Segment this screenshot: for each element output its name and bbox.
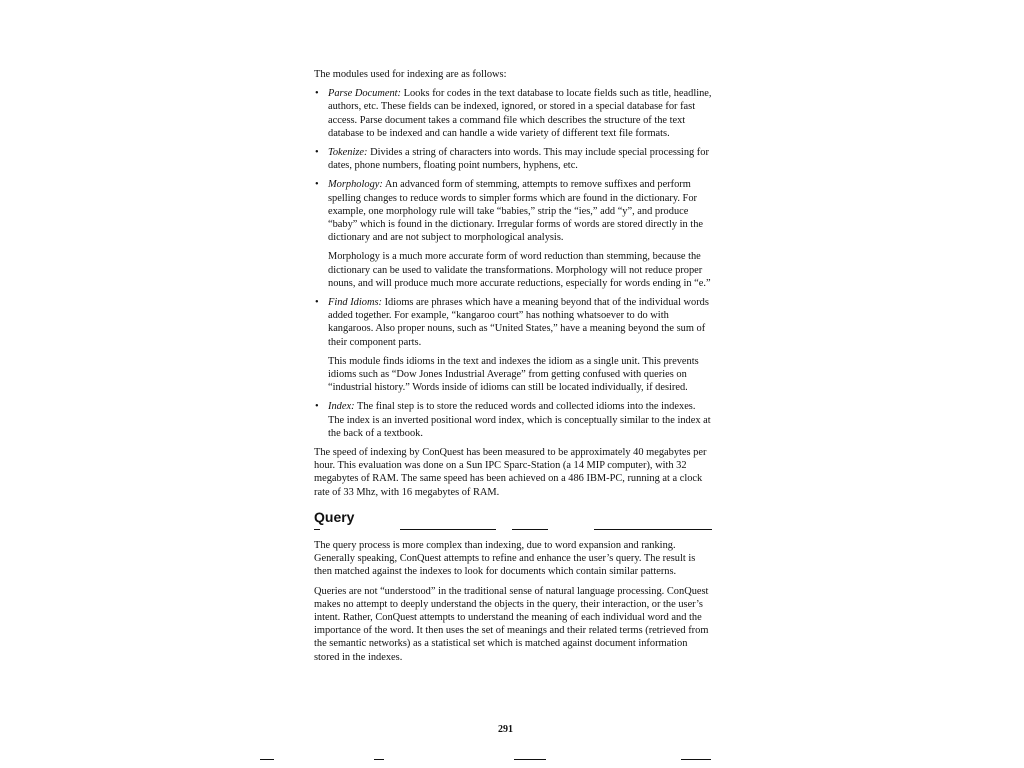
- module-text: The final step is to store the reduced words and collected idioms into the indexes. The index is an inverted positional word index, which is conceptually similar to the index at the back of a textbook.: [328, 401, 711, 439]
- module-text: Idioms are phrases which have a meaning beyond that of the individual words added together. For example, “kangaroo court” has nothing whatsoever to do with kangaroos. Also proper nouns, such as “United States,” have a meaning beyond the sum of their component parts.: [328, 297, 709, 348]
- module-term: Morphology:: [328, 179, 383, 191]
- bullet-icon: •: [315, 88, 319, 100]
- footer-rule: [374, 759, 384, 760]
- rule-segment: [594, 529, 712, 530]
- section-heading-query: Query: [314, 508, 355, 525]
- module-term: Index:: [328, 401, 355, 413]
- module-item-find-idioms: [314, 296, 712, 349]
- module-text: Divides a string of characters into words. This may include special processing for dates, phone numbers, floating point numbers, hyphens, etc.: [328, 147, 709, 172]
- module-text: Looks for codes in the text database to locate fields such as title, headline, authors, etc. These fields can be indexed, ignored, or stored in a special database for fast access. Parse document takes a command file which describes the structure of the text database to be indexed and can handle a wide variety of different text file formats.: [328, 88, 712, 139]
- page-number: 291: [498, 724, 513, 735]
- rule-segment: [400, 529, 496, 530]
- module-term: Find Idioms:: [328, 297, 382, 309]
- rule-segment: [314, 529, 320, 530]
- rule-segment: [512, 529, 548, 530]
- module-extra-text: Morphology is a much more accurate form of word reduction than stemming, because the dictionary can be used to validate the transformations. Morphology will not reduce proper nouns, and will produce much more accurate reductions, especially for words ending in “e.”: [328, 251, 711, 289]
- module-term: Tokenize:: [328, 147, 368, 159]
- heading-rule: [314, 525, 712, 535]
- module-item-parse-document: [314, 87, 712, 140]
- module-item-morphology: [314, 178, 712, 244]
- module-item-index: [314, 400, 712, 440]
- document-page: [314, 68, 712, 670]
- bullet-icon: •: [315, 147, 319, 159]
- module-item-tokenize: [314, 146, 712, 172]
- module-extra-text: This module finds idioms in the text and indexes the idiom as a single unit. This prevents idioms such as “Dow Jones Industrial Average” from getting confused with queries on “industrial history.” Words inside of idioms can still be located individually, if desired.: [328, 355, 699, 394]
- footer-rule: [514, 759, 546, 760]
- query-paragraph: Queries are not “understood” in the traditional sense of natural language processing. ConQuest makes no attempt to deeply understand the objects in the query, their interaction, or the user’s intent. Rather, ConQuest attempts to understand the meaning of each individual word and the importance of the word. It then uses the set of meanings and their related terms (retrieved from the semantic networks) as a statistical set which is matched against document information stored in the indexes.: [314, 585, 709, 663]
- speed-paragraph: The speed of indexing by ConQuest has been measured to be approximately 40 megabytes per hour. This evaluation was done on a Sun IPC Sparc-Station (a 14 MIP computer), with 32 megabytes of RAM. The same speed has been achieved on a 486 IBM-PC, running at a clock rate of 33 Mhz, with 16 megabytes of RAM.: [314, 447, 707, 498]
- footer-rule: [681, 759, 711, 760]
- bullet-icon: •: [315, 297, 319, 309]
- module-text: An advanced form of stemming, attempts to remove suffixes and perform spelling changes to reduce words to simpler forms which are found in the dictionary. For example, one morphology rule will take “babies,” strip the “ies,” add “y”, and produce “baby” which is found in the dictionary. Irregular forms of words are stored directly in the dictionary and are not subject to morphological analysis.: [328, 179, 704, 244]
- bullet-icon: •: [315, 401, 319, 413]
- bullet-icon: •: [315, 179, 319, 191]
- footer-rule: [260, 759, 274, 760]
- query-paragraph: The query process is more complex than indexing, due to word expansion and ranking. Generally speaking, ConQuest attempts to refine and enhance the user’s query. The result is then matched against the indexes to look for documents which contain similar patterns.: [314, 539, 696, 578]
- intro-text: The modules used for indexing are as follows:: [314, 69, 507, 80]
- module-term: Parse Document:: [328, 88, 402, 100]
